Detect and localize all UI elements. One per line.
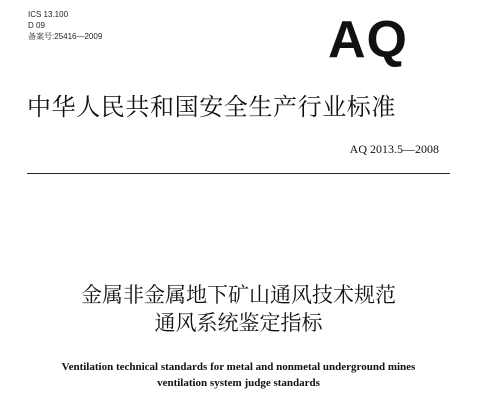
- category-code: D 09: [28, 21, 45, 30]
- document-metadata: [28, 9, 102, 42]
- standard-number: AQ 2013.5—2008: [349, 142, 439, 156]
- aq-logo: AQ: [328, 11, 408, 69]
- organization-title: 中华人民共和国安全生产行业标准: [27, 93, 396, 121]
- english-title: [0, 359, 477, 391]
- ics-code: ICS 13.100: [28, 10, 69, 19]
- horizontal-divider: [27, 173, 450, 174]
- chinese-title-line-1: 金属非金属地下矿山通风技术规范: [81, 283, 396, 307]
- chinese-title-line-2: 通风系统鉴定指标: [154, 311, 323, 335]
- chinese-title: [0, 281, 477, 337]
- english-title-line-2: ventilation system judge standards: [157, 377, 320, 389]
- english-title-line-1: Ventilation technical standards for metal and nonmetal underground mines: [61, 361, 416, 373]
- filing-number: 备案号:25416—2009: [28, 32, 103, 41]
